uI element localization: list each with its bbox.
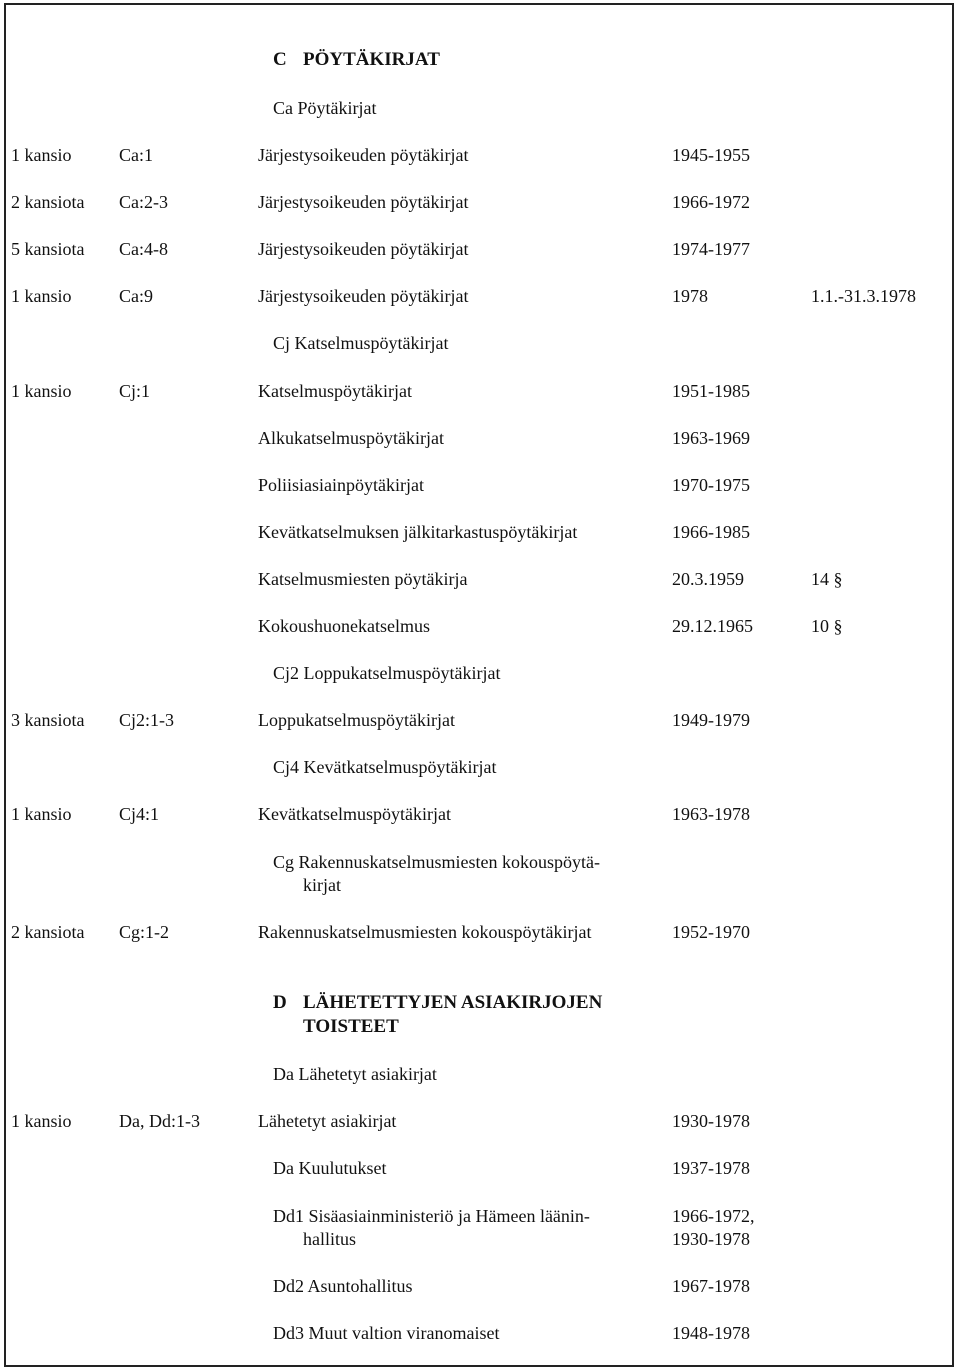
subheading-cj2: Cj2 Loppukatselmuspöytäkirjat	[273, 663, 501, 683]
year-range: 1963-1978	[672, 804, 750, 824]
archive-code: Cj2:1-3	[119, 710, 175, 730]
year-range: 1974-1977	[672, 239, 750, 259]
year-range: 1966-1972,	[672, 1206, 755, 1226]
subheading-ca: Ca Pöytäkirjat	[273, 98, 377, 118]
section-c-title: PÖYTÄKIRJAT	[303, 49, 440, 70]
subheading-dd1-continued: hallitus	[303, 1229, 356, 1249]
year-range: 1963-1969	[672, 428, 750, 448]
record-title: Järjestysoikeuden pöytäkirjat	[258, 286, 469, 306]
year-range: 1967-1978	[672, 1276, 750, 1296]
year-range-second: 1930-1978	[672, 1229, 750, 1249]
record-title: Poliisiasiainpöytäkirjat	[258, 475, 424, 495]
year-range: 29.12.1965	[672, 616, 753, 636]
subheading-kuulutukset: Da Kuulutukset	[273, 1158, 387, 1178]
note: 1.1.-31.3.1978	[811, 286, 916, 306]
archive-code: Ca:1	[119, 145, 153, 165]
record-title: Kevätkatselmuspöytäkirjat	[258, 804, 451, 824]
note: 14 §	[811, 569, 843, 589]
record-title: Järjestysoikeuden pöytäkirjat	[258, 192, 469, 212]
year-range: 1948-1978	[672, 1323, 750, 1343]
record-title: Katselmusmiesten pöytäkirja	[258, 569, 468, 589]
volume-count: 1 kansio	[11, 145, 72, 165]
section-d-title: LÄHETETTYJEN ASIAKIRJOJEN	[303, 992, 603, 1013]
volume-count: 2 kansiota	[11, 192, 85, 212]
year-range: 20.3.1959	[672, 569, 744, 589]
record-title: Järjestysoikeuden pöytäkirjat	[258, 239, 469, 259]
year-range: 1978	[672, 286, 708, 306]
record-title: Katselmuspöytäkirjat	[258, 381, 412, 401]
record-title: Lähetetyt asiakirjat	[258, 1111, 397, 1131]
volume-count: 1 kansio	[11, 286, 72, 306]
record-title: Kevätkatselmuksen jälkitarkastuspöytäkirjat	[258, 522, 578, 542]
archive-code: Cj4:1	[119, 804, 160, 824]
subheading-dd1: Dd1 Sisäasiainministeriö ja Hämeen läänin-	[273, 1206, 590, 1226]
subheading-da: Da Lähetetyt asiakirjat	[273, 1064, 437, 1084]
year-range: 1966-1985	[672, 522, 750, 542]
subheading-cj: Cj Katselmuspöytäkirjat	[273, 333, 449, 353]
section-d-letter: D	[273, 992, 287, 1013]
archive-code: Ca:4-8	[119, 239, 168, 259]
year-range: 1951-1985	[672, 381, 750, 401]
volume-count: 1 kansio	[11, 1111, 72, 1131]
archive-code: Ca:9	[119, 286, 153, 306]
year-range: 1970-1975	[672, 475, 750, 495]
record-title: Järjestysoikeuden pöytäkirjat	[258, 145, 469, 165]
subheading-dd2: Dd2 Asuntohallitus	[273, 1276, 413, 1296]
volume-count: 3 kansiota	[11, 710, 85, 730]
record-title: Loppukatselmuspöytäkirjat	[258, 710, 455, 730]
section-c-letter: C	[273, 49, 287, 70]
subheading-cg-continued: kirjat	[303, 875, 341, 895]
archive-code: Cg:1-2	[119, 922, 170, 942]
year-range: 1930-1978	[672, 1111, 750, 1131]
volume-count: 5 kansiota	[11, 239, 85, 259]
volume-count: 2 kansiota	[11, 922, 85, 942]
note: 10 §	[811, 616, 843, 636]
archive-code: Da, Dd:1-3	[119, 1111, 200, 1131]
subheading-cg: Cg Rakennuskatselmusmiesten kokouspöytä-	[273, 852, 600, 872]
year-range: 1952-1970	[672, 922, 750, 942]
record-title: Rakennuskatselmusmiesten kokouspöytäkirjat	[258, 922, 592, 942]
year-range: 1949-1979	[672, 710, 750, 730]
record-title: Kokoushuonekatselmus	[258, 616, 430, 636]
volume-count: 1 kansio	[11, 381, 72, 401]
volume-count: 1 kansio	[11, 804, 72, 824]
subheading-dd3: Dd3 Muut valtion viranomaiset	[273, 1323, 500, 1343]
year-range: 1966-1972	[672, 192, 750, 212]
record-title: Alkukatselmuspöytäkirjat	[258, 428, 444, 448]
year-range: 1937-1978	[672, 1158, 750, 1178]
section-d-title-continued: TOISTEET	[303, 1016, 399, 1037]
year-range: 1945-1955	[672, 145, 750, 165]
subheading-cj4: Cj4 Kevätkatselmuspöytäkirjat	[273, 757, 497, 777]
archive-code: Ca:2-3	[119, 192, 168, 212]
archive-code: Cj:1	[119, 381, 151, 401]
